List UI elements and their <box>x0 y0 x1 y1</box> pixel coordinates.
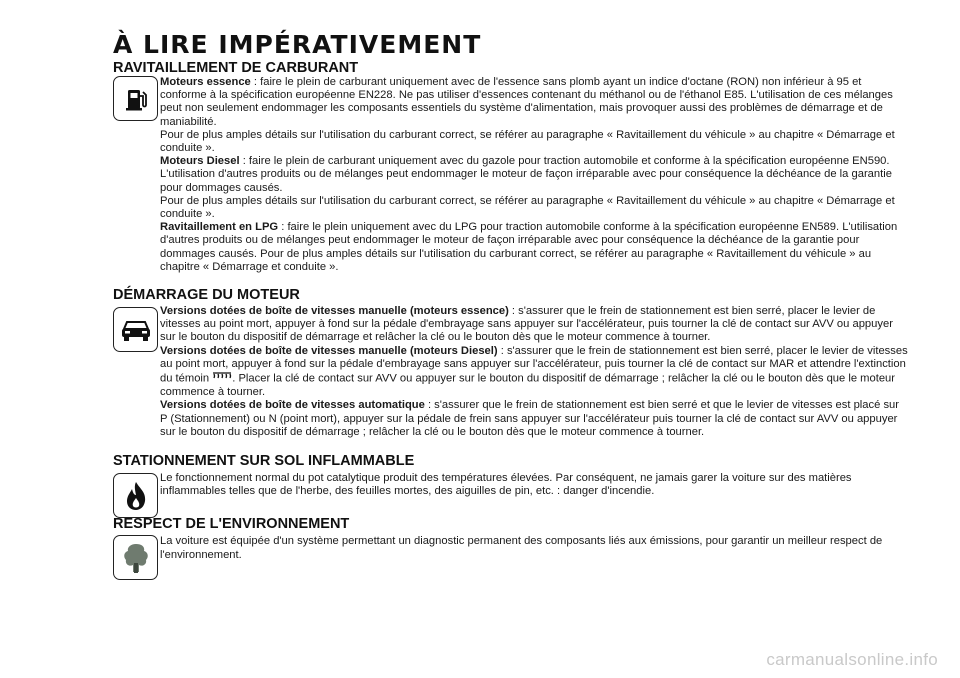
text-lpg: : faire le plein uniquement avec du LPG pour traction automobile conforme à la spécification européenne EN589. L'utilisation d'autres produits ou de mélanges peut endommager le moteur de façon irréparable avec pour conséquence la déchéance de la garantie pour dommages causés. Pour de plus amples détails sur l'utilisation du carburant correct, se référer au paragraphe « Ravitaillement du véhicule » au chapitre « Démarrage et conduite ». <box>160 221 898 273</box>
paragraph: Le fonctionnement normal du pot catalytique produit des températures élevées. Par conséquent, ne jamais garer la voiture sur des matières inflammables telles que de l'herbe, des feuilles mortes, des aiguilles de pin, etc. : danger d'incendie. <box>160 472 852 498</box>
glow-plug-icon <box>212 371 232 386</box>
label-petrol-engines: Moteurs essence <box>160 76 251 88</box>
text-diesel-engines: : faire le plein de carburant uniquement avec du gazole pour traction automobile et conforme à la spécification européenne EN590. L'utilisation d'autres produits ou de mélanges peut endommager le moteur de façon irréparable avec pour conséquence la déchéance de la garantie pour dommages causés. <box>160 155 892 194</box>
section-heading-start: DÉMARRAGE DU MOTEUR <box>113 287 300 304</box>
paragraph <box>160 221 908 274</box>
section-body-start <box>160 305 908 439</box>
section-heading-parking: STATIONNEMENT SUR SOL INFLAMMABLE <box>113 453 415 470</box>
section-heading-fuel: RAVITAILLEMENT DE CARBURANT <box>113 60 359 76</box>
text-automatic: : s'assurer que le frein de stationnement est bien serré et que le levier de vitesses est placé sur P (Stationnement) ou N (point mort), appuyer sur la pédale de frein sans appuyer sur l'accélérateur puis tourner la clé de contact sur AVV ou appuyer sur le bouton du dispositif de démarrage ; relâcher la clé ou le bouton dès que le moteur commence à tourner. <box>160 399 899 438</box>
section-parking <box>113 453 908 498</box>
tree-icon <box>113 535 158 580</box>
fuel-pump-icon <box>113 76 158 121</box>
paragraph: La voiture est équipée d'un système permettant un diagnostic permanent des composants liés aux émissions, pour garantir un meilleur respect de l'environnement. <box>160 535 883 561</box>
section-body-fuel <box>160 76 908 274</box>
text-manual-diesel-b: . Placer la clé de contact sur AVV ou appuyer sur le bouton du dispositif de démarrage ; relâcher la clé ou le bouton dès que le moteur commence à tourner. <box>160 372 895 399</box>
label-lpg: Ravitaillement en LPG <box>160 221 279 234</box>
text-manual-petrol: : s'assurer que le frein de stationnement est bien serré, placer le levier de vitesses au point mort, appuyer à fond sur la pédale d'embrayage sans appuyer sur l'accélérateur, puis tourner la clé de contact sur AVV ou appuyer sur le bouton du dispositif de démarrage et relâcher la clé ou le bouton dès que le moteur commence à tourner. <box>160 305 893 344</box>
label-diesel-engines: Moteurs Diesel <box>160 155 240 168</box>
paragraph <box>160 155 908 195</box>
section-environment <box>113 516 908 561</box>
section-fuel <box>113 60 908 274</box>
text-manual-diesel-a: : s'assurer que le frein de stationnement est bien serré, placer le levier de vitesses au point mort, appuyer à fond sur la pédale d'embrayage sans appuyer sur l'accélérateur, puis tourner la clé de contact sur MAR et attendre l'extinction du témoin <box>160 344 908 385</box>
section-heading-environment: RESPECT DE L'ENVIRONNEMENT <box>113 516 350 533</box>
fire-icon <box>113 473 158 518</box>
text-petrol-engines: : faire le plein de carburant uniquement avec de l'essence sans plomb ayant un indice d'octane (RON) non inférieur à 95 et conforme à la spécification européenne EN228. Ne pas utiliser d'essences contenant du méthanol ou de l'éthanol E85. L'utilisation de ces mélanges peut non seulement endommager les composants essentiels du système d'alimentation, mais provoquer aussi des problèmes de démarrage et de maniabilité. <box>160 76 893 128</box>
paragraph: Pour de plus amples détails sur l'utilisation du carburant correct, se référer au paragraphe « Ravitaillement du véhicule » au chapitre « Démarrage et conduite ». <box>160 194 895 221</box>
label-automatic: Versions dotées de boîte de vitesses automatique <box>160 399 425 412</box>
section-body-environment <box>160 535 908 561</box>
paragraph <box>160 76 908 129</box>
section-start <box>113 287 908 439</box>
paragraph <box>160 305 908 345</box>
label-manual-diesel: Versions dotées de boîte de vitesses manuelle (moteurs Diesel) <box>160 344 498 357</box>
page-title: À LIRE IMPÉRATIVEMENT <box>113 30 482 59</box>
paragraph: Pour de plus amples détails sur l'utilisation du carburant correct, se référer au paragraphe « Ravitaillement du véhicule » au chapitre « Démarrage et conduite ». <box>160 128 895 155</box>
paragraph <box>160 345 908 400</box>
paragraph <box>160 399 908 439</box>
manual-page <box>113 30 908 562</box>
watermark: carmanualsonline.info <box>766 650 938 669</box>
label-manual-petrol: Versions dotées de boîte de vitesses manuelle (moteurs essence) <box>160 305 509 318</box>
car-front-icon <box>113 307 158 352</box>
section-body-parking <box>160 472 908 498</box>
